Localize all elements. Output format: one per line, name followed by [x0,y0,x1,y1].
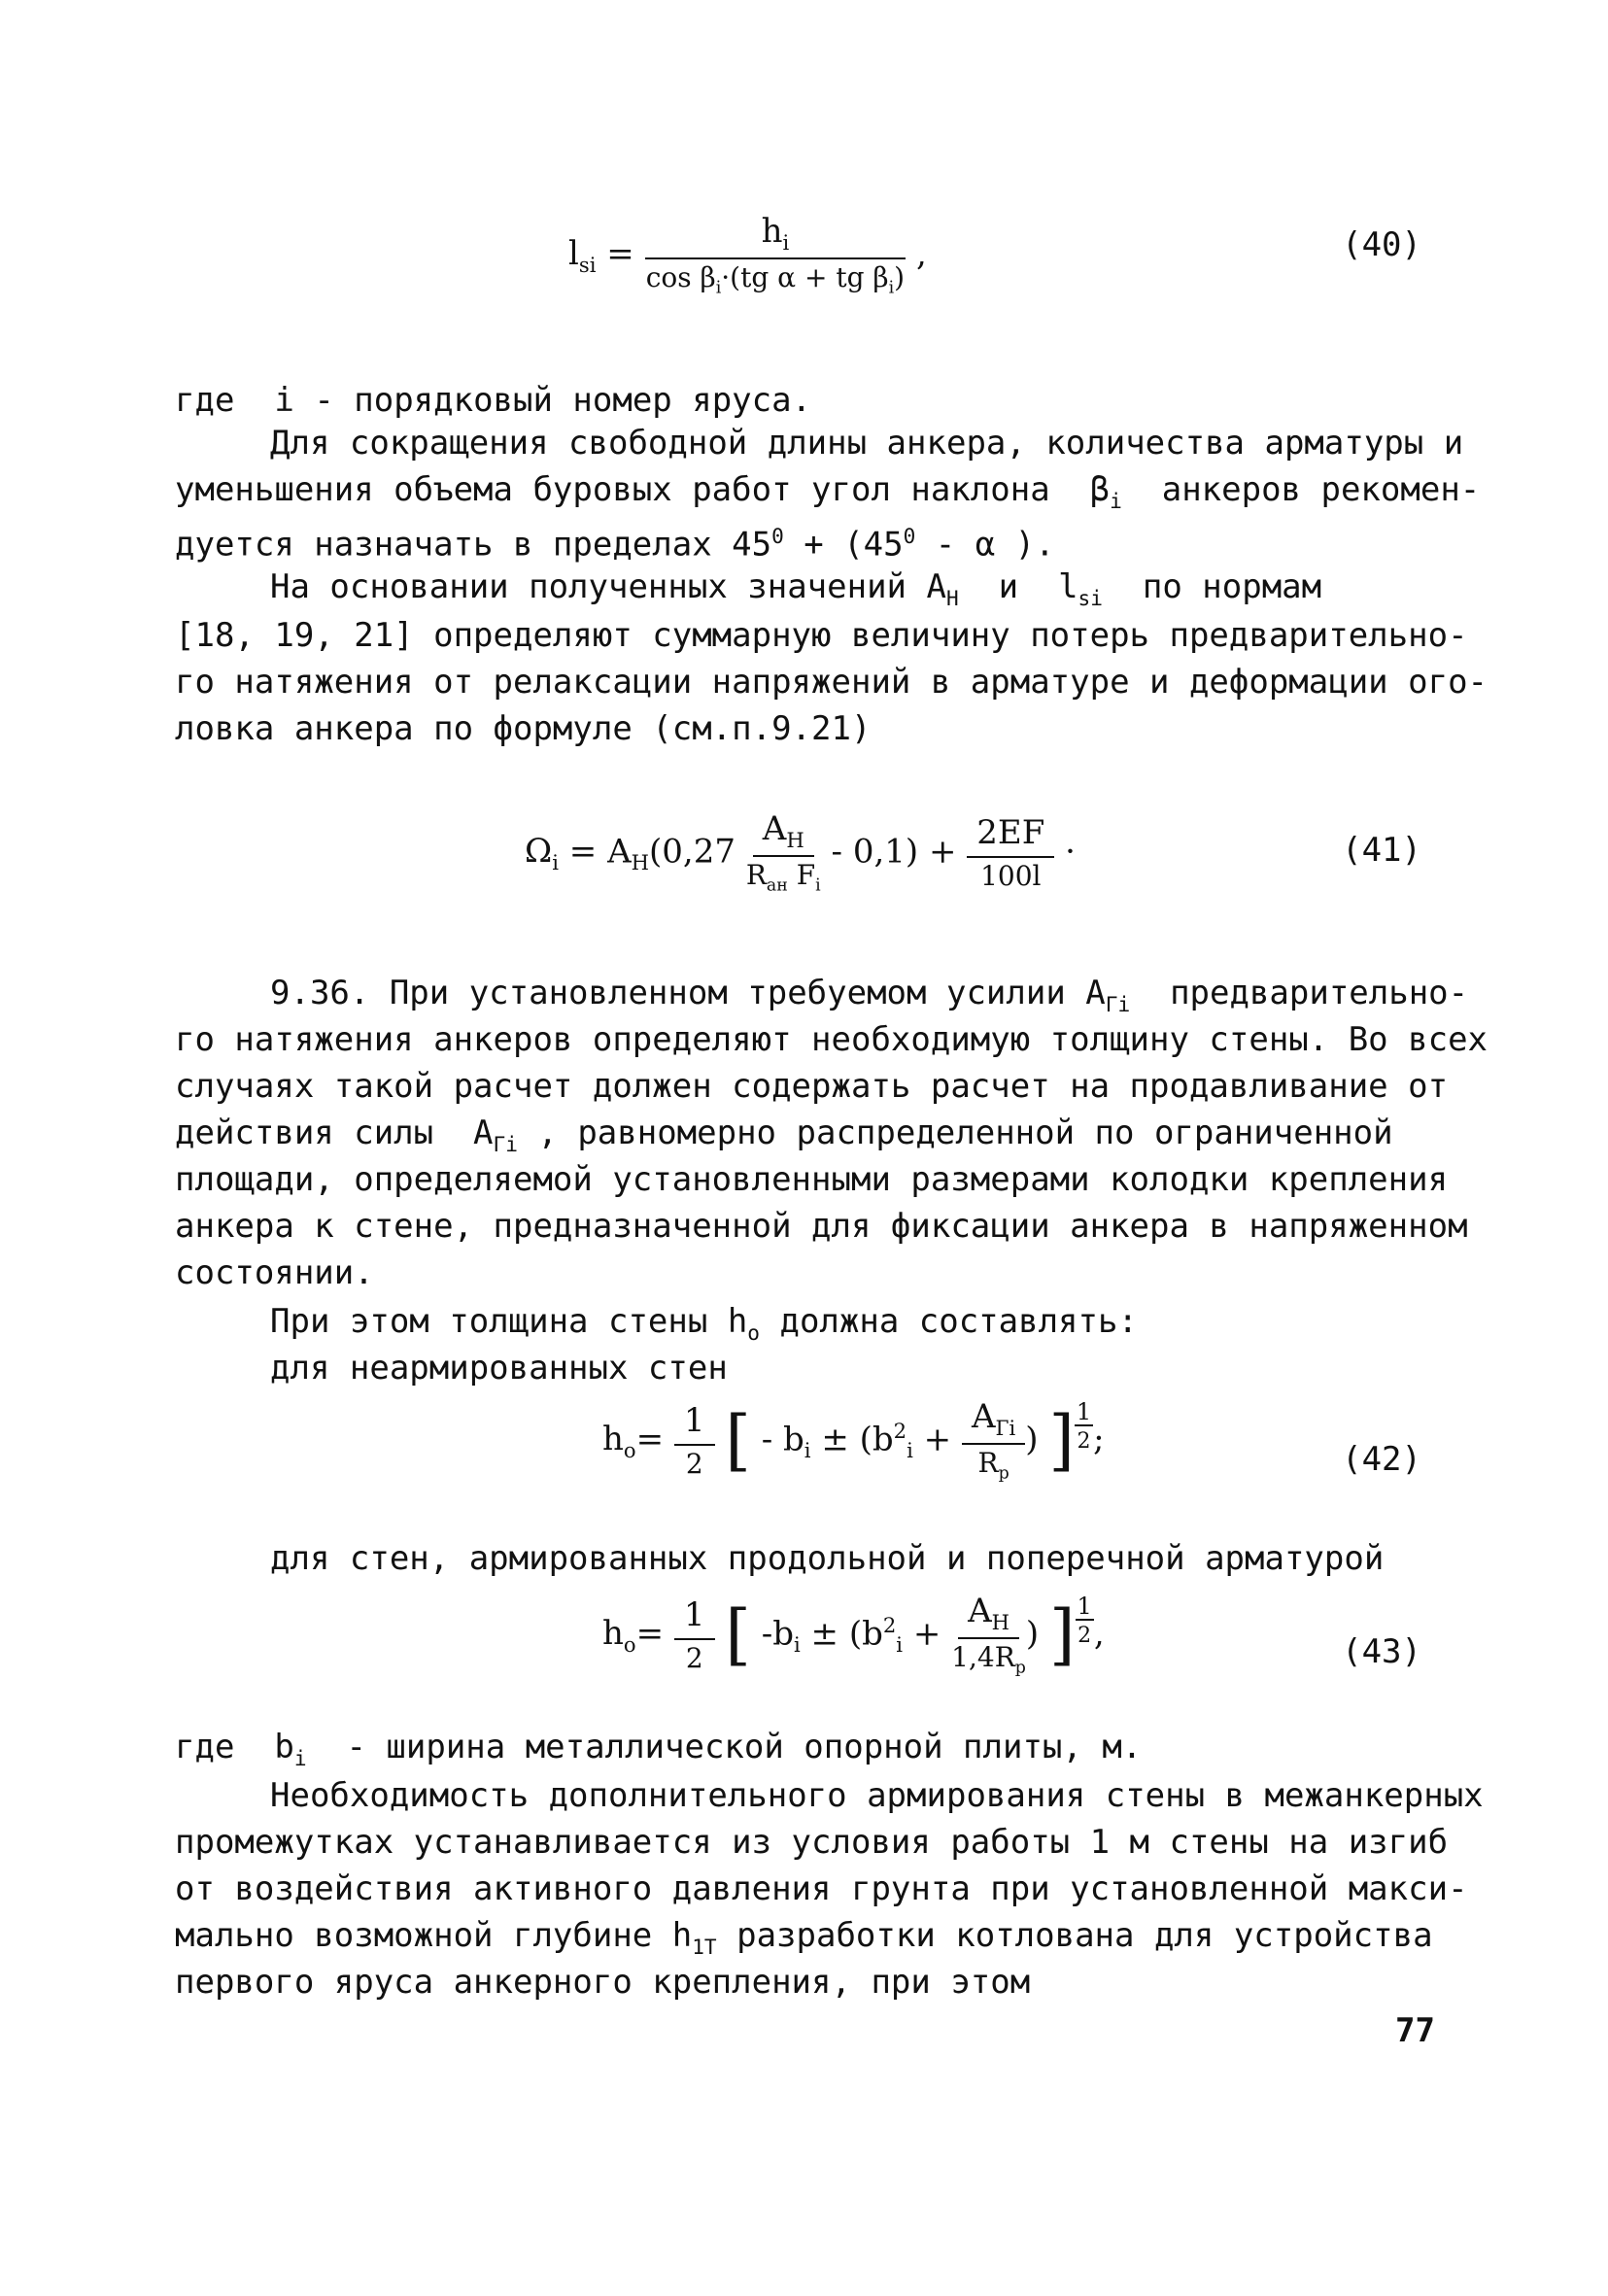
para3-line5: площади, определяемой установленными размерами колодки крепления [175,1160,1449,1199]
para2-line3: го натяжения от релаксации напряжений в арматуре и деформации ого- [175,663,1488,702]
para3-line4: действия силы $A_{Гi}$ , равномерно распределенной по ограниченной [175,1114,1393,1156]
para4-line2: для неармированных стен [270,1349,728,1388]
formula-41: $\Omega_i = A_H(0,27$ $\frac{A_H}{R_{aн} F_i}$ - 0,1) + $\frac{2EF}{100l}$ · [525,809,1076,896]
formula-42-number: (42) [1342,1440,1421,1479]
formula-40-number: (40) [1342,225,1421,264]
para1-line2: уменьшения объема буровых работ угол наклона $\beta_i$ анкеров рекомен- [175,470,1481,513]
para7-line5: первого яруса анкерного крепления, при этом [175,1963,1031,2002]
formula-42: $h_o=$ $\frac{1}{2}$ [ - $b_i \pm (b^2_i$ + $\frac{A_{Гi}}{R_р}$ ) ] $^{\frac{1}{2}}$ ; [602,1397,1105,1484]
para3-line7: состоянии. [175,1253,374,1292]
para3-line6: анкера к стене, предназначенной для фиксации анкера в напряженном [175,1207,1468,1246]
para3-line1: 9.36. При установленном требуемом усилии $A_{Гi}$ предварительно- [270,974,1469,1016]
para3-line2: го натяжения анкеров определяют необходимую толщину стены. Во всех [175,1020,1488,1059]
para1-line3: дуется назначать в пределах $45^0 + (45^0 - \alpha$ ). [175,524,1055,565]
formula-40: $l_{si}$ = $\frac{h_i}{\cos \beta_i\cdot(tg \alpha + tg \beta_i)}$ , [568,212,927,298]
formula-43-number: (43) [1342,1632,1421,1671]
formula-41-number: (41) [1342,831,1421,870]
para7-line2: промежутках устанавливается из условия работы 1 м стены на изгиб [175,1823,1449,1862]
para1-line1: Для сокращения свободной длины анкера, количества арматуры и [270,424,1464,463]
para6-line1: где $b_i$ - ширина металлической опорной плиты, м. [175,1728,1143,1770]
para4-line1: При этом толщина стены $h_o$ должна составлять: [270,1302,1138,1345]
para7-line3: от воздействия активного давления грунта при установленной макси- [175,1869,1468,1908]
para7-line4: мально возможной глубине $h_{1Т}$ разработки котлована для устройства [175,1916,1433,1959]
f41-fraction-2: $\frac{2EF}{100l}$ [967,815,1054,891]
para2-line2: [18, 19, 21] определяют суммарную величину потерь предварительно- [175,616,1468,655]
line-where-i: где i - порядковый номер яруса. [175,381,812,420]
para2-line4: ловка анкера по формуле (см.п.9.21) [175,709,872,748]
f40-fraction: $\frac{h_i}{\cos \beta_i\cdot(tg \alpha + tg \beta_i)}$ [645,212,906,298]
para3-line3: случаях такой расчет должен содержать расчет на продавливание от [175,1067,1449,1106]
page-number: 77 [1395,2011,1435,2050]
para5-line1: для стен, армированных продольной и поперечной арматурой [270,1539,1385,1578]
formula-43: $h_o=$ $\frac{1}{2}$ [ $-b_i \pm (b^2_i$ + $\frac{A_Н}{1,4R_р}$ ) ] $^{\frac{1}{2}}$ , [602,1592,1105,1678]
f41-fraction-1: $\frac{A_H}{R_{aн} F_i}$ [745,809,821,896]
para7-line1: Необходимость дополнительного армирования стены в межанкерных [270,1776,1484,1815]
f40-lhs: $l_{si}$ [568,234,597,278]
para2-line1: На основании полученных значений $A_Н$ и $l_{si}$ по нормам [270,567,1322,610]
